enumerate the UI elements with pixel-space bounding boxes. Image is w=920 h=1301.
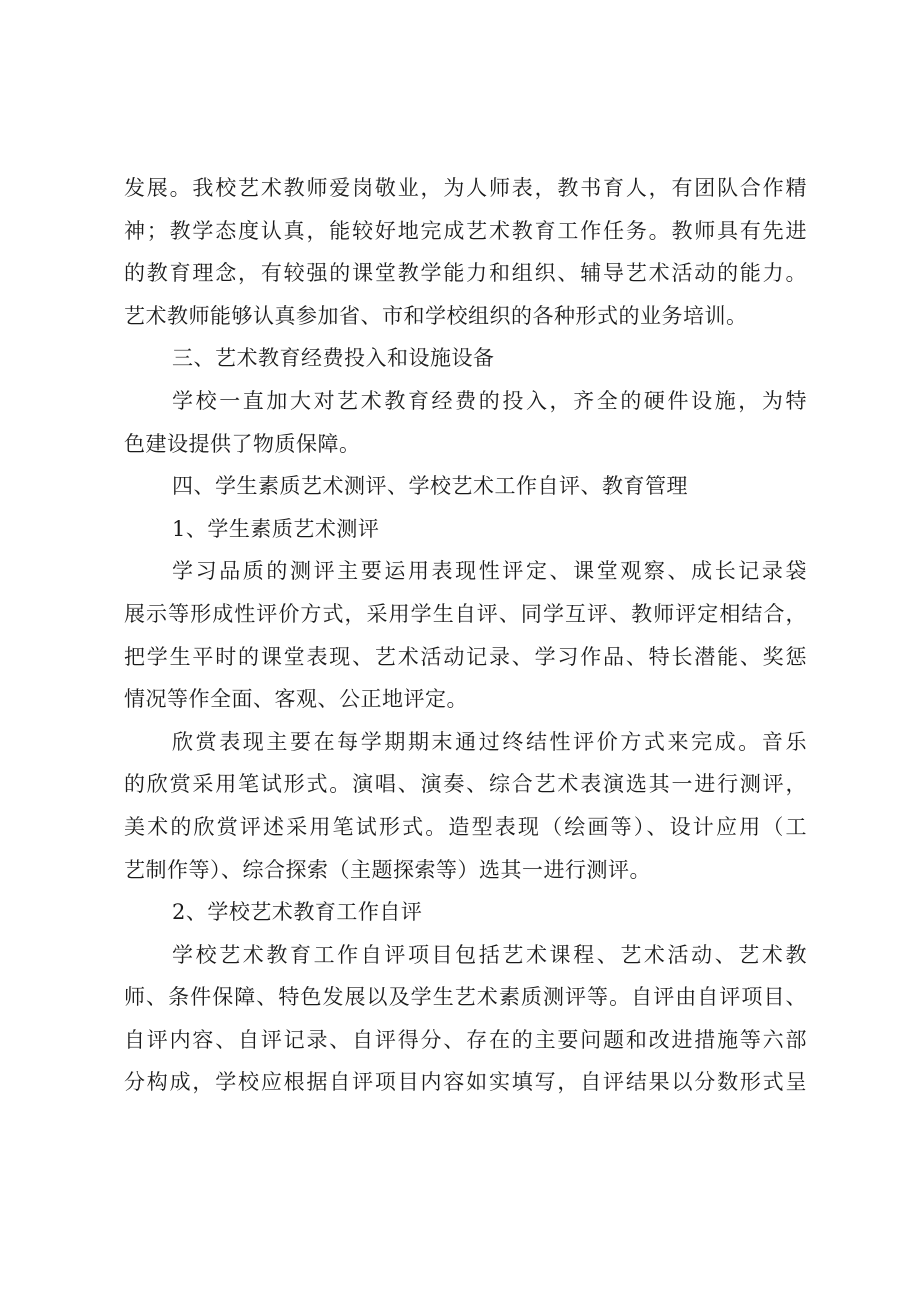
text-line: 分构成，学校应根据自评项目内容如实填写，自评结果以分数形式呈 [124,1070,807,1095]
text-line: 色建设提供了物质保障。 [124,431,361,456]
text-line: 发展。我校艺术教师爱岗敬业，为人师表，教书育人，有团队合作精 [124,176,807,200]
text-line: 把学生平时的课堂表现、艺术活动记录、学习作品、特长潜能、奖惩 [124,644,807,669]
text-line: 神；教学态度认真，能较好地完成艺术教育工作任务。教师具有先进 [124,218,807,243]
text-line: 展示等形成性评价方式，采用学生自评、同学互评、教师评定相结合， [124,601,807,626]
text-line: 学习品质的测评主要运用表现性评定、课堂观察、成长记录袋 [172,559,807,584]
text-line: 艺术教师能够认真参加省、市和学校组织的各种形式的业务培训。 [124,303,748,328]
text-line: 的教育理念，有较强的课堂教学能力和组织、辅导艺术活动的能力。 [124,261,807,286]
text-line: 四、学生素质艺术测评、学校艺术工作自评、教育管理 [172,474,688,499]
text-line: 1、学生素质艺术测评 [172,516,380,541]
text-line: 艺制作等）、综合探索（主题探索等）选其一进行测评。 [124,857,651,882]
text-line: 三、艺术教育经费投入和设施设备 [172,346,495,371]
text-line: 学校一直加大对艺术教育经费的投入，齐全的硬件设施，为特 [172,388,807,413]
document-body [124,167,807,1104]
text-line: 师、条件保障、特色发展以及学生艺术素质测评等。自评由自评项目、 [124,985,807,1010]
text-line: 美术的欣赏评述采用笔试形式。造型表现（绘画等）、设计应用（工 [124,814,807,839]
text-line: 欣赏表现主要在每学期期末通过终结性评价方式来完成。音乐 [172,729,807,754]
text-line: 学校艺术教育工作自评项目包括艺术课程、艺术活动、艺术教 [172,942,807,967]
text-line: 2、学校艺术教育工作自评 [172,900,423,925]
text-line: 自评内容、自评记录、自评得分、存在的主要问题和改进措施等六部 [124,1027,807,1052]
text-line: 的欣赏采用笔试形式。演唱、演奏、综合艺术表演选其一进行测评， [124,772,807,797]
text-line: 情况等作全面、客观、公正地评定。 [124,687,468,712]
